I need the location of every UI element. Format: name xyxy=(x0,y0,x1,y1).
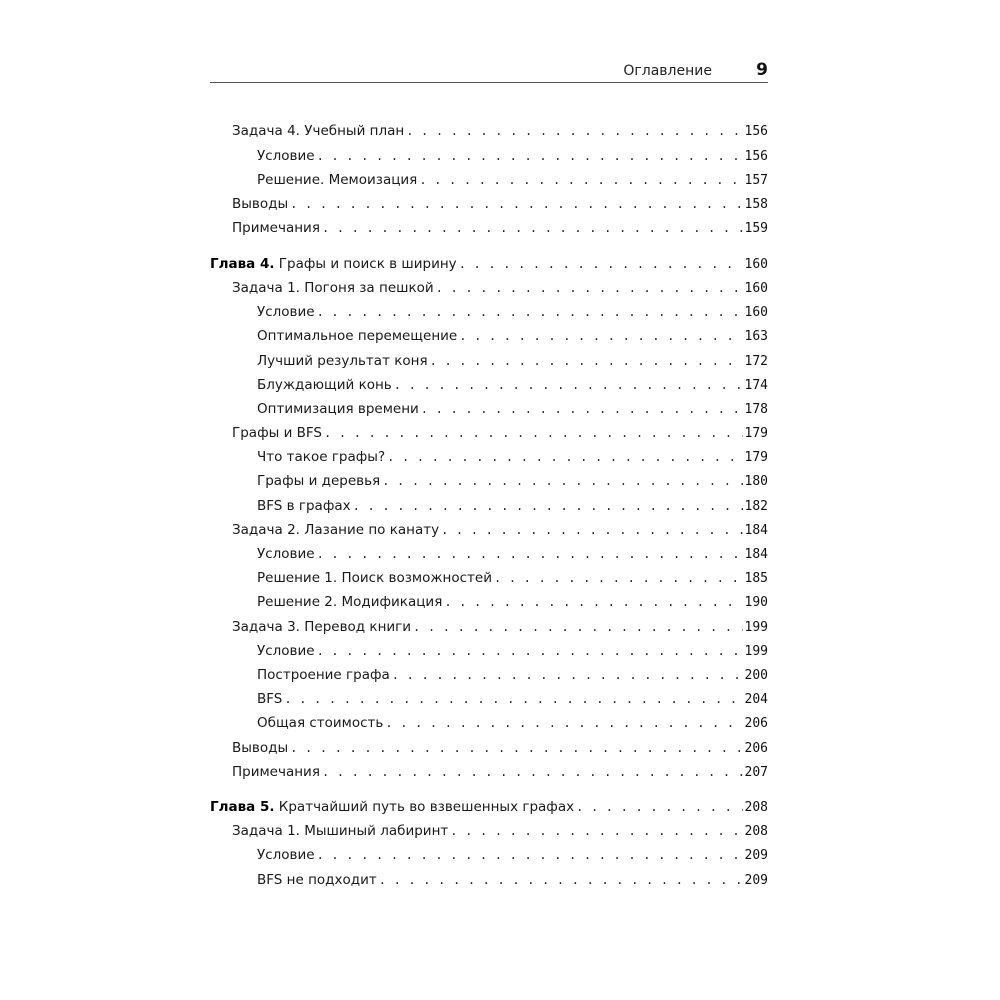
toc-chapter-entry[interactable] xyxy=(210,253,768,275)
dot-leader xyxy=(290,737,742,759)
toc-page: 157 xyxy=(744,173,768,188)
dot-leader xyxy=(290,193,742,215)
toc-page: 174 xyxy=(744,378,768,393)
dot-leader xyxy=(317,640,743,662)
toc-entry[interactable]: Условие . . . 209 xyxy=(257,844,768,866)
toc-page: 206 xyxy=(744,741,768,756)
toc-entry[interactable]: Выводы . . . 158 xyxy=(232,193,768,215)
toc-page: 185 xyxy=(744,571,768,586)
toc-entry[interactable]: Задача 4. Учебный план . . . 156 xyxy=(232,120,768,142)
toc-page: 184 xyxy=(744,523,768,538)
dot-leader xyxy=(387,446,742,468)
toc-page: 208 xyxy=(744,800,768,815)
dot-leader xyxy=(494,567,743,589)
toc-page: 184 xyxy=(744,547,768,562)
running-head xyxy=(210,60,768,84)
dot-leader xyxy=(450,820,742,842)
dot-leader xyxy=(284,688,742,710)
toc-page: 206 xyxy=(744,716,768,731)
toc-entry[interactable]: BFS в графах . . . 182 xyxy=(257,495,768,517)
toc-entry[interactable]: Лучший результат коня . . . 172 xyxy=(257,350,768,372)
toc-entry[interactable]: Задача 2. Лазание по канату . . . 184 xyxy=(232,519,768,541)
dot-leader xyxy=(392,664,743,686)
toc-entry[interactable]: Задача 1. Мышиный лабиринт . . . 208 xyxy=(232,820,768,842)
header-rule xyxy=(210,82,768,83)
dot-leader xyxy=(413,616,742,638)
running-head-title: Оглавление xyxy=(623,63,712,79)
toc-entry[interactable]: Оптимизация времени . . . 178 xyxy=(257,398,768,420)
dot-leader xyxy=(317,145,743,167)
dot-leader xyxy=(459,253,743,275)
toc-entry[interactable]: Условие . . . 160 xyxy=(257,301,768,323)
dot-leader xyxy=(430,350,743,372)
chapter-number: Глава 4. xyxy=(210,256,275,272)
toc-entry[interactable]: Примечания . . . 159 xyxy=(232,217,768,239)
toc-entry[interactable]: Условие . . . 156 xyxy=(257,145,768,167)
toc-entry[interactable]: BFS . . . 204 xyxy=(257,688,768,710)
toc-entry[interactable]: Оптимальное перемещение . . . 163 xyxy=(257,325,768,347)
dot-leader xyxy=(322,217,743,239)
dot-leader xyxy=(436,277,743,299)
toc-entry[interactable]: Общая стоимость . . . 206 xyxy=(257,712,768,734)
toc-page: 172 xyxy=(744,354,768,369)
toc-page: 199 xyxy=(744,620,768,635)
toc-page: 182 xyxy=(744,499,768,514)
chapter-number: Глава 5. xyxy=(210,799,275,815)
toc-page: 204 xyxy=(744,692,768,707)
toc-entry[interactable]: Выводы . . . 206 xyxy=(232,737,768,759)
page-number: 9 xyxy=(756,60,768,80)
toc-page: 160 xyxy=(744,257,768,272)
chapter-title: Кратчайший путь во взвешенных графах xyxy=(278,799,575,815)
toc-entry[interactable]: Графы и BFS . . . 179 xyxy=(232,422,768,444)
dot-leader xyxy=(382,470,742,492)
dot-leader xyxy=(576,796,742,818)
toc-entry[interactable]: Что такое графы? . . . 179 xyxy=(257,446,768,468)
toc-entry[interactable]: Решение 2. Модификация . . . 190 xyxy=(257,591,768,613)
dot-leader xyxy=(322,761,743,783)
dot-leader xyxy=(421,398,743,420)
dot-leader xyxy=(406,120,742,142)
toc-page: 179 xyxy=(744,426,768,441)
toc-entry[interactable]: Решение 1. Поиск возможностей . . . 185 xyxy=(257,567,768,589)
toc-page: 209 xyxy=(744,873,768,888)
toc-entry[interactable]: Условие . . . 199 xyxy=(257,640,768,662)
toc-entry[interactable]: Построение графа . . . 200 xyxy=(257,664,768,686)
toc-entry[interactable]: Графы и деревья . . . 180 xyxy=(257,470,768,492)
toc-page: 159 xyxy=(744,221,768,236)
toc-chapter-entry[interactable] xyxy=(210,796,768,818)
dot-leader xyxy=(444,591,742,613)
toc-page: 178 xyxy=(744,402,768,417)
dot-leader xyxy=(441,519,742,541)
toc-entry[interactable]: Задача 3. Перевод книги . . . 199 xyxy=(232,616,768,638)
toc-page: 209 xyxy=(744,848,768,863)
dot-leader xyxy=(379,869,743,891)
dot-leader xyxy=(317,301,743,323)
dot-leader xyxy=(317,543,743,565)
toc-page: 160 xyxy=(744,305,768,320)
toc-page: 163 xyxy=(744,329,768,344)
dot-leader xyxy=(324,422,743,444)
toc-page: 208 xyxy=(744,824,768,839)
toc-entry[interactable]: BFS не подходит . . . 209 xyxy=(257,869,768,891)
toc-page: 190 xyxy=(744,595,768,610)
toc-page: 199 xyxy=(744,644,768,659)
dot-leader xyxy=(385,712,742,734)
toc-entry[interactable]: Примечания . . . 207 xyxy=(232,761,768,783)
chapter-title: Графы и поиск в ширину xyxy=(278,256,457,272)
toc-page: 179 xyxy=(744,450,768,465)
toc-page: 200 xyxy=(744,668,768,683)
dot-leader xyxy=(459,325,742,347)
dot-leader xyxy=(419,169,742,191)
toc-page: 156 xyxy=(744,149,768,164)
toc-entry[interactable]: Решение. Мемоизация . . . 157 xyxy=(257,169,768,191)
dot-leader xyxy=(394,374,743,396)
toc-page: 156 xyxy=(744,124,768,139)
dot-leader xyxy=(353,495,743,517)
toc-page: 180 xyxy=(744,474,768,489)
toc-entry[interactable]: Условие . . . 184 xyxy=(257,543,768,565)
dot-leader xyxy=(317,844,743,866)
toc-entry[interactable]: Задача 1. Погоня за пешкой . . . 160 xyxy=(232,277,768,299)
toc-page: 160 xyxy=(744,281,768,296)
toc-page: 158 xyxy=(744,197,768,212)
toc-page: 207 xyxy=(744,765,768,780)
toc-entry[interactable]: Блуждающий конь . . . 174 xyxy=(257,374,768,396)
